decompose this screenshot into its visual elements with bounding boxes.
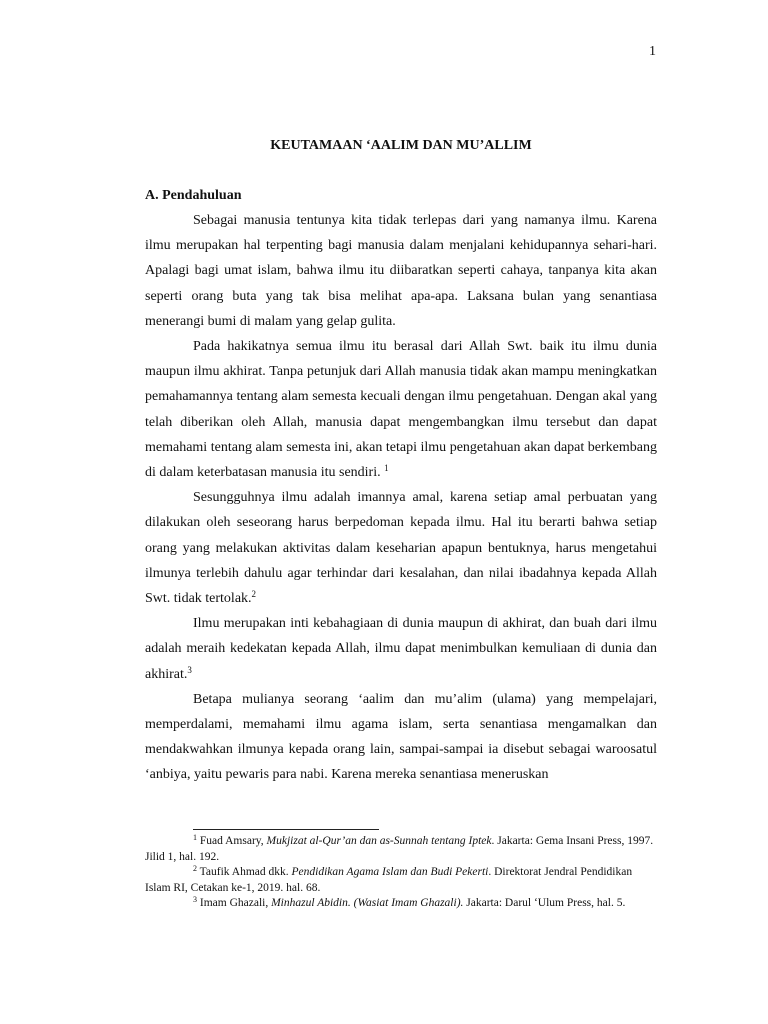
footnote-work-title: Minhazul Abidin. (Wasiat Imam Ghazali). (271, 897, 464, 909)
paragraph-2 (145, 334, 657, 485)
footnote-publication: Jakarta: Darul ‘Ulum Press, hal. 5. (463, 897, 626, 909)
footnote-number: 2 (193, 864, 197, 873)
paragraph-1 (145, 208, 657, 334)
paragraph-text: Betapa mulianya seorang ‘aalim dan mu’alim (ulama) yang mempelajari, memperdalami, memahami ilmu agama islam, serta senantiasa mengamalkan dan mendakwahkan ilmunya kepada orang lain, sampai-sampai ia disebut sebagai waroosatul ‘anbiya, yaitu pewaris para nabi. Karena mereka senantiasa meneruskan (145, 691, 657, 783)
document-title: KEUTAMAAN ‘AALIM DAN MU’ALLIM (270, 138, 532, 153)
footnote-separator (193, 829, 379, 830)
footnote-publication: . Direktorat Jendral Pendidikan Islam RI, Cetakan ke-1, 2019. hal. 68. (145, 866, 633, 894)
footnote-number: 3 (193, 895, 197, 904)
footnote-author: Fuad Amsary, (199, 835, 267, 847)
paragraph-text: Ilmu merupakan inti kebahagiaan di dunia maupun di akhirat, dan buah dari ilmu adalah meraih kedekatan kepada Allah, ilmu dapat menimbulkan kemuliaan di dunia dan akhirat. (145, 616, 657, 682)
footnote-author: Taufik Ahmad dkk. (199, 866, 292, 878)
paragraph-text: Sebagai manusia tentunya kita tidak terlepas dari yang namanya ilmu. Karena ilmu merupakan hal terpenting bagi manusia dalam menjalani kehidupannya sehari-hari. Apalagi bagi umat islam, bahwa ilmu itu diibaratkan seperti cahaya, tanpanya kita akan seperti orang buta yang tak bisa melihat apa-apa. Laksana bulan yang senantiasa menerangi bumi di malam yang gelap gulita. (145, 213, 657, 329)
footnote-publication: . Jakarta: Gema Insani Press, 1997. Jilid 1, hal. 192. (145, 835, 654, 863)
paragraph-text: Pada hakikatnya semua ilmu itu berasal dari Allah Swt. baik itu ilmu dunia maupun ilmu akhirat. Tanpa petunjuk dari Allah manusia tidak akan mampu meningkatkan pemahamannya tentang alam semesta kecuali dengan ilmu pengetahuan. Dengan akal yang telah diberikan oleh Allah, manusia dapat mengembangkan ilmu tersebut dan dapat memahami tentang alam semesta ini, akan tetapi ilmu pengetahuan akan dapat berkembang di dalam keterbatasan manusia itu sendiri. (145, 339, 657, 481)
footnote-number: 1 (193, 833, 197, 842)
footnote-author: Imam Ghazali, (199, 897, 272, 909)
footnote-work-title: Pendidikan Agama Islam dan Budi Pekerti (291, 866, 489, 878)
footnote-3 (145, 896, 657, 912)
section-heading: A. Pendahuluan (145, 188, 242, 203)
footnotes (145, 834, 657, 912)
footnote-1 (145, 834, 657, 865)
footnote-ref[interactable]: 2 (251, 589, 257, 600)
footnote-ref[interactable]: 3 (187, 664, 192, 675)
footnote-work-title: Mukjizat al-Qur’an dan as-Sunnah tentang Iptek (266, 835, 492, 847)
body-text (145, 208, 657, 788)
footnote-ref[interactable]: 1 (384, 463, 389, 474)
footnote-2 (145, 865, 657, 896)
paragraph-5 (145, 687, 657, 788)
page-number: 1 (649, 44, 656, 59)
paragraph-4 (145, 611, 657, 687)
paragraph-text: Sesungguhnya ilmu adalah imannya amal, karena setiap amal perbuatan yang dilakukan oleh seseorang harus berpedoman kepada ilmu. Hal itu berarti bahwa setiap orang yang melakukan aktivitas dalam keseharian apapun bentuknya, harus mengetahui ilmunya terlebih dahulu agar terhindar dari kesalahan, dan nilai ibadahnya kepada Allah Swt. tidak tertolak. (145, 490, 657, 607)
paragraph-3 (145, 485, 657, 611)
